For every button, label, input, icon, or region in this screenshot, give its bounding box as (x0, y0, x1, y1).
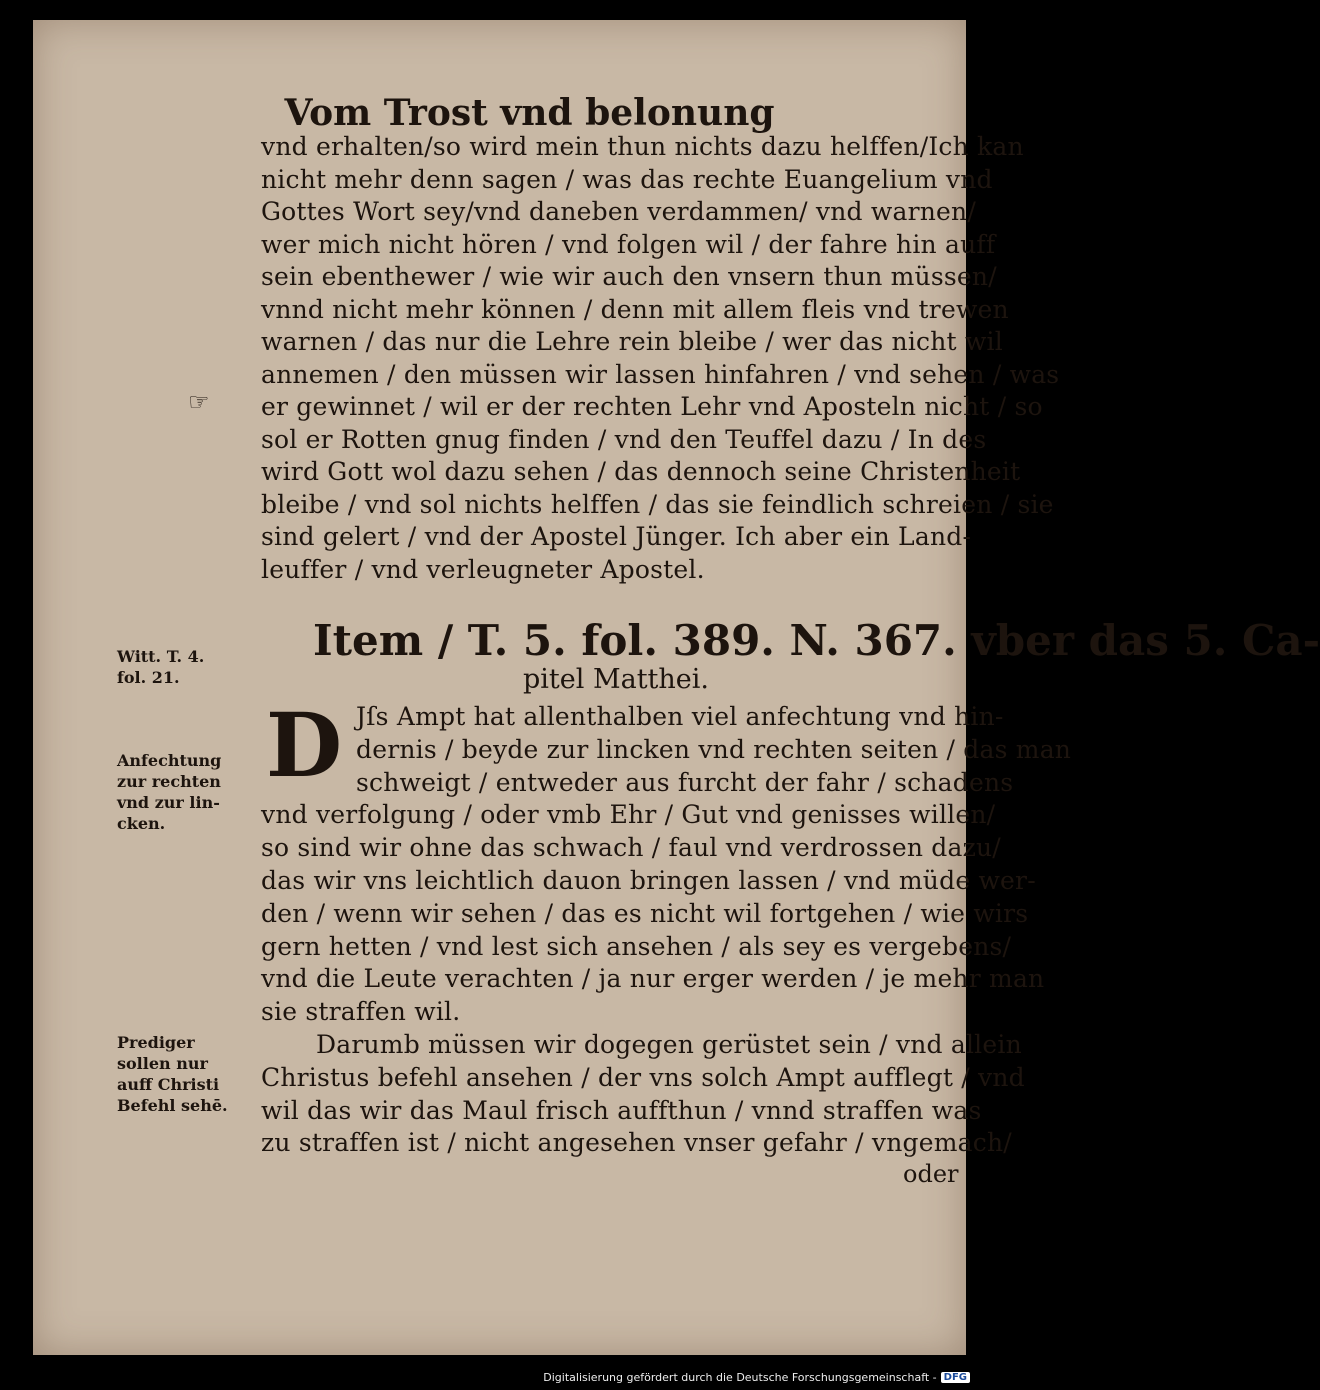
text-line: sein ebenthewer / wie wir auch den vnsern thun müssen/ (261, 262, 997, 291)
text-line: Gottes Wort sey/vnd daneben verdammen/ vnd warnen/ (261, 197, 976, 226)
footer-text: Digitalisierung gefördert durch die Deutsche Forschungsgemeinschaft - (543, 1371, 937, 1384)
margin-note-line: fol. 21. (117, 668, 180, 687)
text-line: schweigt / entweder aus furcht der fahr / schadens (356, 767, 1014, 797)
text-line: dernis / beyde zur lincken vnd rechten seiten / das man (356, 734, 1072, 764)
footer-credit (543, 1371, 970, 1384)
text-line: nicht mehr denn sagen / was das rechte Euangelium vnd (261, 164, 993, 194)
text-line: Darumb müssen wir dogegen gerüstet sein / vnd allein (316, 1030, 1022, 1059)
text-line: vnd verfolgung / oder vmb Ehr / Gut vnd genisses willen/ (261, 800, 996, 830)
margin-note-reference (117, 646, 267, 688)
margin-note-line: Prediger (117, 1033, 195, 1052)
margin-note-line: vnd zur lin- (117, 793, 220, 812)
margin-note-line: cken. (117, 814, 166, 833)
text-line: vnd die Leute verachten / ja nur erger werden / je mehr man (261, 964, 1045, 994)
text-line: zu straffen ist / nicht angesehen vnser gefahr / vngemach/ (261, 1128, 1012, 1158)
text-line: Christus befehl ansehen / der vns solch Ampt aufflegt / vnd (261, 1062, 1025, 1092)
running-header: Vom Trost vnd belonung (284, 92, 775, 134)
drop-cap: D (265, 693, 343, 797)
text-line: warnen / das nur die Lehre rein bleibe / wer das nicht wil (261, 327, 1003, 356)
text-line: das wir vns leichtlich dauon bringen lassen / vnd müde wer- (261, 866, 1036, 895)
section-title: Item / T. 5. fol. 389. N. 367. vber das 5. Ca- (313, 616, 1320, 665)
margin-note-line: sollen nur (117, 1054, 208, 1073)
margin-note-temptation (117, 750, 267, 834)
catchword: oder (903, 1160, 959, 1188)
margin-note-line: zur rechten (117, 772, 221, 791)
text-line: wer mich nicht hören / vnd folgen wil / der fahre hin auff (261, 229, 996, 259)
text-line: so sind wir ohne das schwach / faul vnd verdrossen dazu/ (261, 833, 1001, 863)
margin-note-line: Witt. T. 4. (117, 647, 205, 666)
text-line: vnd erhalten/so wird mein thun nichts dazu helffen/Ich kan (261, 132, 1024, 161)
text-line: annemen / den müssen wir lassen hinfahren / vnd sehen / was (261, 359, 1060, 389)
text-line: den / wenn wir sehen / das es nicht wil fortgehen / wie wirs (261, 898, 1029, 928)
text-line: sie straffen wil. (261, 997, 461, 1027)
text-line: sind gelert / vnd der Apostel Jünger. Ich aber ein Land- (261, 522, 972, 551)
text-line: gern hetten / vnd lest sich ansehen / als sey es vergebens/ (261, 931, 1012, 961)
text-line: bleibe / vnd sol nichts helffen / das sie feindlich schreien / sie (261, 489, 1054, 519)
text-line: wird Gott wol dazu sehen / das dennoch seine Christenheit (261, 457, 1021, 486)
section-subtitle: pitel Matthei. (523, 664, 709, 695)
text-line: sol er Rotten gnug finden / vnd den Teuffel dazu / In des (261, 424, 987, 454)
text-line: wil das wir das Maul frisch auffthun / vnnd straffen was (261, 1095, 982, 1125)
text-line: er gewinnet / wil er der rechten Lehr vnd Aposteln nicht / so (261, 392, 1043, 421)
text-line: Jſs Ampt hat allenthalben viel anfechtung vnd hin- (356, 702, 1004, 731)
pointing-hand-icon: ☞ (188, 388, 210, 416)
margin-note-line: Anfechtung (117, 751, 222, 770)
book-page (33, 20, 1320, 1355)
text-line: vnnd nicht mehr können / denn mit allem fleis vnd trewen (261, 294, 1009, 324)
margin-note-line: Befehl sehē. (117, 1096, 228, 1115)
dfg-logo: DFG (941, 1372, 970, 1383)
text-line: leuffer / vnd verleugneter Apostel. (261, 554, 705, 584)
margin-note-line: auff Christi (117, 1075, 220, 1094)
margin-note-preachers (117, 1032, 267, 1116)
